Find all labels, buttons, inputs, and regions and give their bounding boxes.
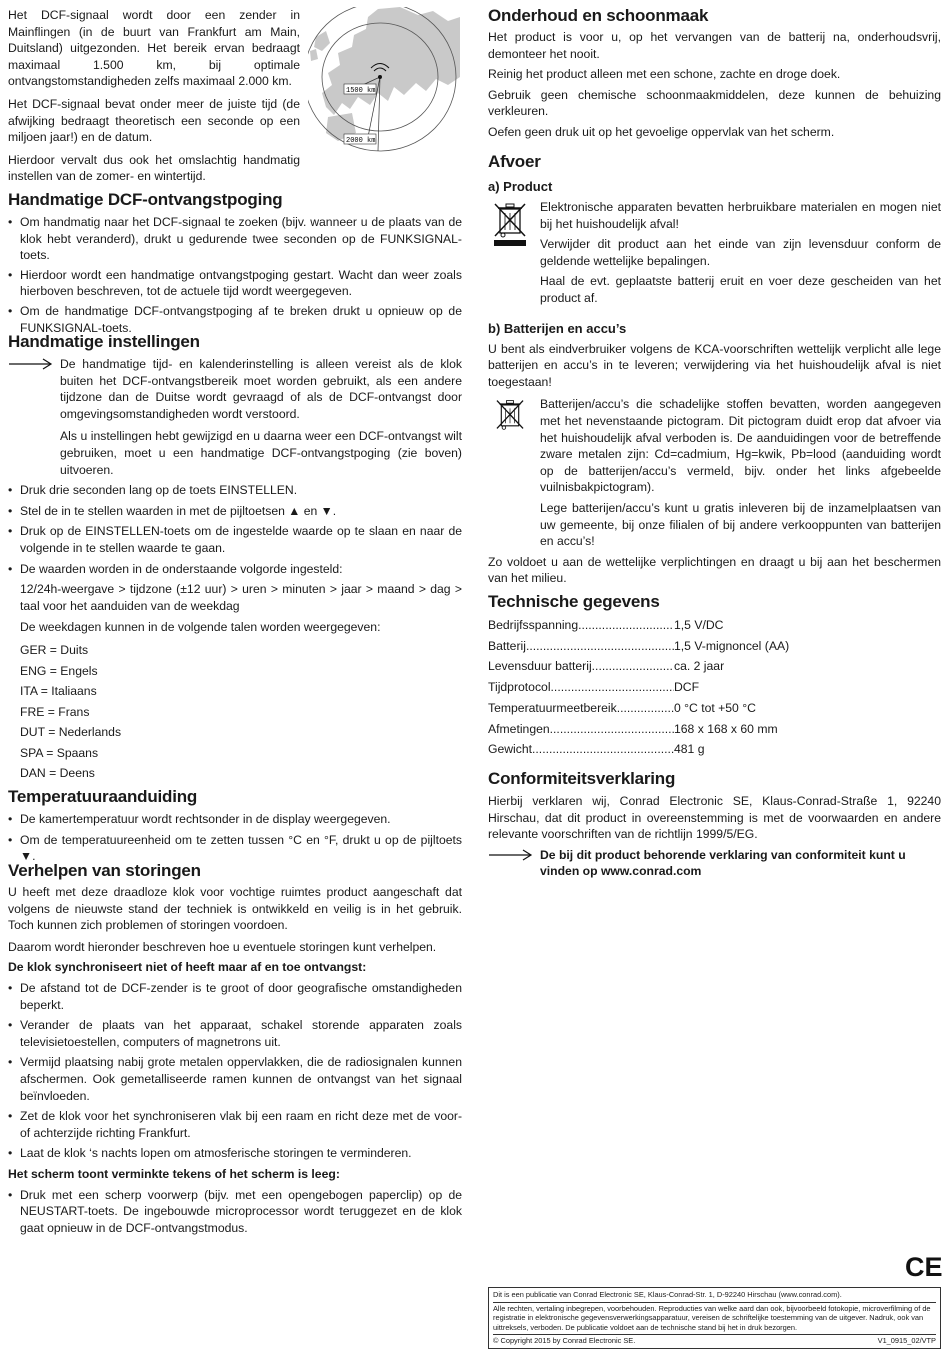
range-label-1500: 1500 km (346, 87, 376, 95)
footer-line: Dit is een publicatie van Conrad Electronic SE, Klaus-Conrad-Str. 1, D-92240 Hirschau (www.conrad.com). (493, 1290, 842, 1299)
spec-row (488, 698, 941, 719)
language-item: ITA = Italiaans (20, 684, 97, 699)
disposal-section (488, 152, 941, 587)
spec-row (488, 719, 941, 740)
footer-bottom (493, 1334, 936, 1346)
manual-settings-section (8, 332, 462, 784)
list-item: • De afstand tot de DCF-zender is te groot of door geografische omstandigheden beperkt. (8, 980, 462, 1013)
subheading: De klok synchroniseert niet of heeft maar af en toe ontvangst: (8, 960, 367, 975)
spec-label: Tijdprotocol (488, 680, 551, 695)
section-heading: Handmatige DCF-ontvangstpoging (8, 190, 283, 209)
list-item: • Om de handmatige DCF-ontvangstpoging af te breken drukt u opnieuw op de FUNKSIGNAL-toets. (8, 303, 462, 336)
list-item: • Druk met een scherp voorwerp (bijv. met een opengebogen paperclip) op de NEUSTART-toets. De ingebouwde microprocessor wordt teruggezet en de klok gaat opnieuw in de DCF-ontvangstmodus. (8, 1187, 462, 1237)
bullet-list (8, 811, 462, 865)
intro-paragraph: Het DCF-signaal bevat onder meer de juiste tijd (de afwijking bedraagt theoretisch een seconde op een miljoen jaar!) en de datum. (8, 96, 300, 145)
spec-value: ca. 2 jaar (674, 659, 725, 674)
language-item: ENG = Engels (20, 663, 98, 678)
note-paragraph: Als u instellingen hebt gewijzigd en u daarna weer een DCF-ontvangst wilt gebruiken, moet u een handmatige DCF-ontvangstpoging (zie boven) uitvoeren. (60, 429, 462, 477)
publication-footer (488, 1287, 941, 1349)
paragraph: Daarom wordt hieronder beschreven hoe u eventuele storingen kunt verhelpen. (8, 939, 437, 954)
crossed-out-bin-icon (492, 398, 528, 438)
paragraph: Het product is voor u, op het vervangen van de batterij na, onderhoudsvrij, demonteer het nooit. (488, 30, 941, 61)
paragraph: Batterijen/accu’s die schadelijke stoffen bevatten, worden aangegeven met het nevenstaande pictogram. Dit pictogram duidt erop dat afvoer via het huishoudelijk afval verboden is. De aanduidingen voor de betreffende zware metalen zijn: Cd=cadmium, Hg=kwik, Pb=lood (aanduiding wordt op de batterijen/accu’s vermeld, bijv. onder het links afgebeelde vuilnisbakpictogram). (540, 397, 941, 495)
language-intro: De weekdagen kunnen in de volgende talen worden weergegeven: (20, 620, 381, 635)
europe-map-image (310, 7, 460, 141)
product-disposal-block (488, 199, 941, 307)
range-label-2000: 2000 km (346, 137, 376, 145)
list-item: • De kamertemperatuur wordt rechtsonder in de display weergegeven. (8, 811, 462, 828)
list-item: • Hierdoor wordt een handmatige ontvangstpoging gestart. Wacht dan weer zoals hierboven beschreven, tot de actuele tijd wordt weergegeven. (8, 267, 462, 300)
language-item: DUT = Nederlands (20, 725, 122, 740)
conformity-section (488, 769, 941, 880)
spec-value: 1,5 V-mignoncel (AA) (674, 638, 790, 653)
arrow-right-icon (8, 356, 54, 372)
version-code: V1_0915_02/VTP (877, 1336, 936, 1346)
spec-label: Gewicht (488, 742, 533, 757)
section-heading: Afvoer (488, 152, 541, 171)
list-item: • Stel de in te stellen waarden in met de pijltoetsen ▲ en ▼. (8, 503, 462, 520)
spec-value: 0 °C tot +50 °C (674, 700, 756, 715)
paragraph: Zo voldoet u aan de wettelijke verplichtingen en draagt u bij aan het beschermen van het milieu. (488, 554, 941, 586)
bullet-list (8, 482, 462, 577)
specs-section (488, 592, 941, 760)
bullet-list (8, 980, 462, 1162)
paragraph: Gebruik geen chemische schoonmaakmiddelen, deze kunnen de behuizing verkleuren. (488, 87, 941, 119)
paragraph: Verwijder dit product aan het einde van zijn levensduur conform de geldende wettelijke bepalingen. (540, 237, 941, 268)
subheading: b) Batterijen en accu’s (488, 320, 627, 336)
language-item: FRE = Frans (20, 704, 90, 719)
arrow-right-icon (488, 847, 534, 863)
spec-row (488, 677, 941, 698)
spec-row (488, 656, 941, 677)
paragraph: Oefen geen druk uit op het gevoelige oppervlak van het scherm. (488, 124, 835, 139)
paragraph: U heeft met deze draadloze klok voor vochtige ruimtes product aangeschaft dat volgens de nieuwste stand der techniek is ontwikkeld en veilig is in het gebruik. Toch kunnen zich problemen of storingen voordoen. (8, 885, 462, 933)
intro-paragraph: Hierdoor vervalt dus ook het omslachtig handmatig instellen van de zomer- en wintertijd. (8, 152, 300, 184)
bullet-list (8, 1187, 462, 1237)
conformity-link-text: De bij dit product behorende verklaring van conformiteit kunt u vinden op www.conrad.com (540, 847, 906, 879)
intro-paragraph: Het DCF-signaal wordt door een zender in Mainflingen (in de buurt van Frankfurt am Main, Duitsland) uitgezonden. Het bereik ervan bedraagt maximaal 1.500 km, bij optimale ontvangstomstandigheden zelfs maximaal 2.000 km. (8, 8, 300, 89)
spec-label: Batterij (488, 638, 526, 653)
subheading: Het scherm toont verminkte tekens of het scherm is leeg: (8, 1166, 340, 1181)
paragraph: Hierbij verklaren wij, Conrad Electronic SE, Klaus-Conrad-Straße 1, 92240 Hirschau, dat dit product in overeenstemming is met de voorwaarden en andere relevante voorschriften van de richtlijn 1999/5/EG. (488, 794, 941, 842)
settings-order-block (8, 581, 462, 784)
dcf-range-map (308, 7, 460, 155)
list-item: • Verander de plaats van het apparaat, schakel storende apparaten zoals televisietoestellen, computers of magnetrons uit. (8, 1017, 462, 1050)
spec-value: 1,5 V/DC (674, 618, 724, 632)
dcf-manual-section (8, 190, 462, 336)
language-item: DAN = Deens (20, 766, 95, 781)
conformity-note (488, 847, 941, 880)
spec-value: DCF (674, 680, 700, 695)
subheading: a) Product (488, 179, 553, 194)
spec-label: Bedrijfsspanning (488, 618, 579, 632)
paragraph: Haal de evt. geplaatste batterij eruit en voer deze gescheiden van het product af. (540, 274, 941, 305)
ce-mark (905, 1253, 943, 1279)
note-paragraph: De handmatige tijd- en kalenderinstelling is alleen vereist als de klok buiten het DCF-ontvangstbereik moet worden gebruikt, als een andere tijdzone dan de Duitse wordt gevraagd of als de DCF-ontvangst door omgevingsomstandigheden wordt verstoord. (60, 357, 462, 421)
spec-value: 481 g (674, 742, 705, 757)
settings-order: 12/24h-weergave > tijdzone (±12 uur) > uren > minuten > jaar > maand > dag > taal voor het aanduiden van de weekdag (20, 582, 462, 613)
specs-table (488, 615, 941, 760)
bullet-list (8, 214, 462, 336)
list-item: • Om de temperatuureenheid om te zetten tussen °C en °F, drukt u op de pijltoets ▼. (8, 832, 462, 865)
paragraph: Elektronische apparaten bevatten herbruikbare materialen en mogen niet bij het huishoudelijk afval! (540, 200, 941, 231)
list-item: • Druk drie seconden lang op de toets EINSTELLEN. (8, 482, 462, 499)
note-block (8, 356, 462, 478)
paragraph: Reinig het product alleen met een schone, zachte en droge doek. (488, 67, 841, 82)
list-item: • Laat de klok ‘s nachts lopen om atmosferische storingen te verminderen. (8, 1145, 462, 1162)
section-heading: Onderhoud en schoonmaak (488, 6, 709, 25)
temperature-section (8, 787, 462, 865)
troubleshooting-section (8, 861, 462, 1236)
crossed-out-bin-icon (492, 201, 528, 247)
battery-disposal-block (488, 396, 941, 549)
list-item: • Om handmatig naar het DCF-signaal te zoeken (bijv. wanneer u de plaats van de klok hebt veranderd), drukt u gedurende twee seconden op de FUNKSIGNAL-toets. (8, 214, 462, 264)
list-item: • De waarden worden in de onderstaande volgorde ingesteld: (8, 561, 462, 578)
paragraph: Lege batterijen/accu’s kunt u gratis inleveren bij de inzamelplaatsen van uw gemeente, bij onze filialen of bij andere verkooppunten van batterijen en accu’s! (540, 500, 941, 549)
spec-label: Afmetingen (488, 721, 550, 736)
spec-label: Levensduur batterij (488, 659, 592, 674)
section-heading: Temperatuuraanduiding (8, 787, 198, 806)
section-heading: Technische gegevens (488, 592, 660, 611)
paragraph: U bent als eindverbruiker volgens de KCA-voorschriften wettelijk verplicht alle lege batterijen en accu’s in te leveren; verwijdering via het huishoudelijk afval is niet toegestaan! (488, 341, 941, 389)
spec-value: 168 x 168 x 60 mm (674, 721, 778, 736)
spec-row (488, 739, 941, 760)
maintenance-section (488, 6, 941, 141)
spec-row (488, 615, 941, 636)
ce-mark-text: CE (905, 1253, 943, 1279)
spec-row (488, 636, 941, 657)
language-item: GER = Duits (20, 642, 89, 657)
list-item: • Zet de klok voor het synchroniseren vlak bij een raam en richt deze met de voor- of achterzijde richting Frankfurt. (8, 1108, 462, 1141)
language-item: SPA = Spaans (20, 745, 99, 760)
footer-line: Alle rechten, vertaling inbegrepen, voorbehouden. Reproducties van welke aard dan ook, bijvoorbeeld fotokopie, microverfilming of de registratie in elektronische gegevensverwerkingsapparatuur, vereisen de schriftelijke toestemming van de uitgever. Nadruk, ook van uittreksels, verboden. De publicatie voldoet aan de technische stand bij het in druk bezorgen. (493, 1302, 936, 1333)
ce-mark-icon (905, 1253, 943, 1279)
copyright: © Copyright 2015 by Conrad Electronic SE. (493, 1336, 636, 1346)
section-heading: Handmatige instellingen (8, 332, 200, 351)
section-heading: Conformiteitsverklaring (488, 769, 676, 788)
intro-section (8, 7, 300, 185)
list-item: • Druk op de EINSTELLEN-toets om de ingestelde waarde op te slaan en naar de volgende in te stellen waarde te gaan. (8, 523, 462, 556)
list-item: • Vermijd plaatsing nabij grote metalen oppervlakken, die de radiosignalen kunnen afschermen. Ook gemetalliseerde ramen kunnen de ontvangst van het signaal beïnvloeden. (8, 1054, 462, 1104)
spec-label: Temperatuurmeetbereik (488, 700, 617, 715)
section-heading: Verhelpen van storingen (8, 861, 201, 880)
